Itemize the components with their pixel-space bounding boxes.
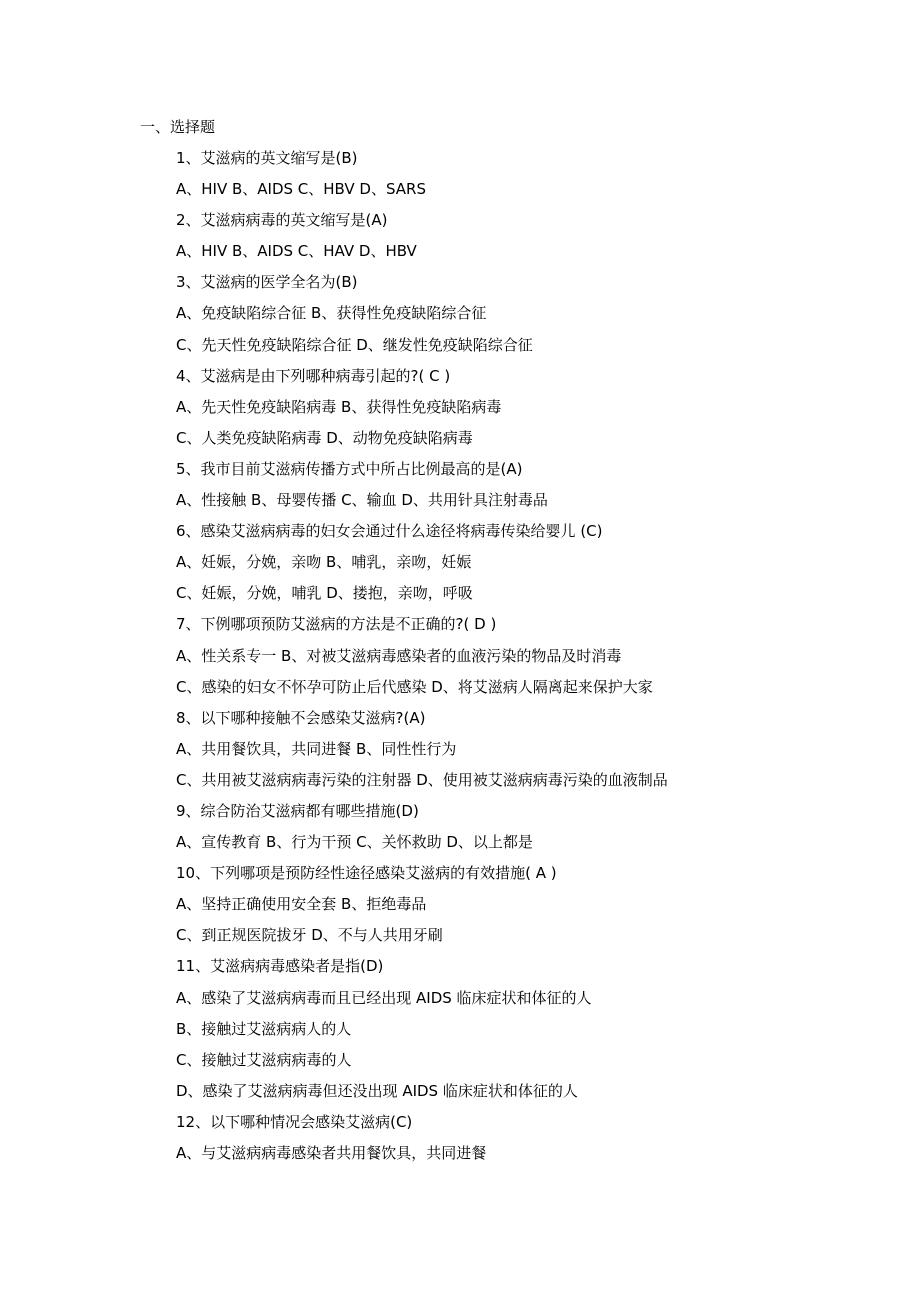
document-line: 4、艾滋病是由下列哪种病毒引起的?( C ): [176, 366, 451, 385]
document-line: C、到正规医院拔牙 D、不与人共用牙刷: [176, 926, 443, 945]
document-line: 9、综合防治艾滋病都有哪些措施(D): [176, 801, 419, 820]
document-line: A、HIV B、AIDS C、HBV D、SARS: [176, 180, 426, 199]
document-line: A、宣传教育 B、行为干预 C、关怀救助 D、以上都是: [176, 833, 533, 852]
document-line: C、接触过艾滋病病毒的人: [176, 1050, 352, 1069]
document-line: 2、艾滋病病毒的英文缩写是(A): [176, 211, 388, 230]
section-heading: 一、选择题: [140, 118, 216, 136]
document-line: A、性关系专一 B、对被艾滋病毒感染者的血液污染的物品及时消毒: [176, 646, 622, 665]
document-line: A、HIV B、AIDS C、HAV D、HBV: [176, 242, 417, 261]
document-line: 12、以下哪种情况会感染艾滋病(C): [176, 1112, 413, 1131]
document-line: C、先天性免疫缺陷综合征 D、继发性免疫缺陷综合征: [176, 335, 533, 354]
document-line: A、先天性免疫缺陷病毒 B、获得性免疫缺陷病毒: [176, 397, 502, 416]
document-line: C、感染的妇女不怀孕可防止后代感染 D、将艾滋病人隔离起来保护大家: [176, 677, 653, 696]
document-line: A、感染了艾滋病病毒而且已经出现 AIDS 临床症状和体征的人: [176, 988, 592, 1007]
document-line: A、共用餐饮具，共同进餐 B、同性性行为: [176, 739, 457, 758]
document-line: A、妊娠，分娩，亲吻 B、哺乳，亲吻，妊娠: [176, 553, 472, 572]
document-line: A、坚持正确使用安全套 B、拒绝毒品: [176, 895, 427, 914]
document-line: 6、感染艾滋病病毒的妇女会通过什么途径将病毒传染给婴儿 (C): [176, 522, 603, 541]
question-list: [176, 146, 896, 1172]
document-line: 8、以下哪种接触不会感染艾滋病?(A): [176, 708, 426, 727]
document-line: B、接触过艾滋病病人的人: [176, 1019, 352, 1038]
document-line: 11、艾滋病病毒感染者是指(D): [176, 957, 384, 976]
document-line: D、感染了艾滋病病毒但还没出现 AIDS 临床症状和体征的人: [176, 1081, 578, 1100]
document-line: 1、艾滋病的英文缩写是(B): [176, 149, 358, 167]
document-line: A、与艾滋病病毒感染者共用餐饮具，共同进餐: [176, 1144, 487, 1162]
document-line: C、人类免疫缺陷病毒 D、动物免疫缺陷病毒: [176, 428, 473, 447]
document-line: 7、下例哪项预防艾滋病的方法是不正确的?( D ): [176, 615, 497, 634]
document-line: A、免疫缺陷综合征 B、获得性免疫缺陷综合征: [176, 304, 487, 323]
document-line: 3、艾滋病的医学全名为(B): [176, 273, 358, 292]
document-line: 5、我市目前艾滋病传播方式中所占比例最高的是(A): [176, 459, 523, 478]
document-line: 10、下列哪项是预防经性途径感染艾滋病的有效措施( A ): [176, 864, 557, 883]
document-line: C、共用被艾滋病病毒污染的注射器 D、使用被艾滋病病毒污染的血液制品: [176, 770, 668, 789]
document-line: C、妊娠，分娩，哺乳 D、搂抱，亲吻，呼吸: [176, 584, 473, 603]
document-line: A、性接触 B、母婴传播 C、输血 D、共用针具注射毒品: [176, 491, 548, 510]
